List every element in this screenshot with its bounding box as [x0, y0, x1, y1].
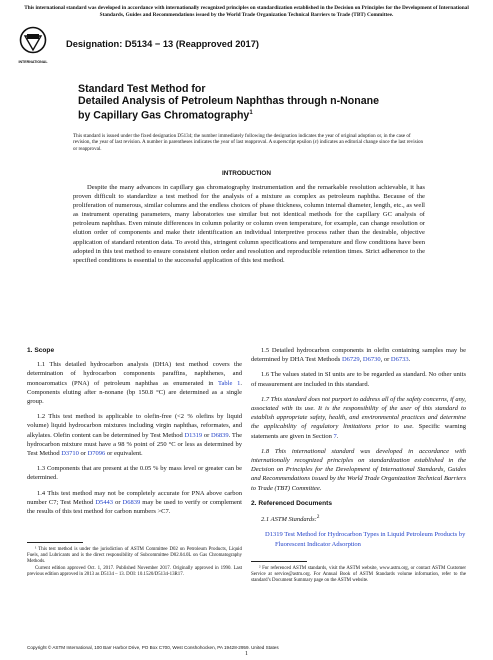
p1-5-or: , or	[380, 356, 391, 364]
introduction-heading: INTRODUCTION	[222, 170, 271, 177]
referenced-documents-heading: 2. Referenced Documents	[251, 499, 332, 507]
footnote-1	[27, 547, 242, 578]
footnote-2	[251, 566, 466, 585]
document-title	[78, 83, 379, 122]
paragraph-1-2	[27, 412, 242, 458]
logo-text: INTERNATIONAL	[18, 60, 48, 64]
p1-1-text-b: . Components eluting after n-nonane (bp 150.8 °C) are determined as a single group.	[27, 379, 243, 406]
footnote-2-text: ² For referenced ASTM standards, visit the ASTM website, www.astm.org, or contact ASTM Customer Service at service@astm.org. For Annual Book of ASTM Standards volume information, refer to the standard’s Document Summary page on the ASTM website.	[251, 566, 466, 584]
paragraph-1-7	[251, 395, 466, 441]
p2-1-text: 2.1 ASTM Standards:	[261, 516, 317, 524]
left-column	[27, 346, 242, 522]
p1-5-text-b: .	[408, 356, 411, 364]
p1-4-text-b: may be used to verify or complement the results of this test method for carbon numbers >C7.	[27, 498, 242, 516]
paragraph-1-5	[251, 346, 466, 364]
scope-heading: 1. Scope	[27, 347, 55, 354]
copyright-footer: Copyright © ASTM International, 100 Barr Harbor Drive, PO Box C700, West Conshohocken, PA 19428-2959. United States	[27, 645, 279, 650]
title-line-3-text: by Capillary Gas Chromatography	[78, 109, 250, 122]
d1319-link[interactable]: D1319	[184, 431, 203, 439]
p1-7-text-c: .	[336, 432, 339, 440]
d6729-link[interactable]: D6729	[341, 356, 360, 364]
p1-2-text-a: 1.2 This test method is applicable to olefin-free (<2 % olefins by liquid volume) liquid hydrocarbon mixtures including virgin naphthas, reformates, and alkylates. Olefin content can be determined by Test Method	[27, 413, 242, 439]
issued-note: This standard is issued under the fixed designation D5134; the number immediately following the designation indicates the year of original adoption or, in the case of revision, the year of last revision. A number in parentheses indicates the year of last reapproval. A superscript epsilon (ε) indicates an editorial change since the last revision or reapproval.	[73, 133, 424, 152]
p1-5-sep: ,	[359, 356, 363, 364]
d6733-link[interactable]: D6733	[390, 356, 409, 364]
d7096-link[interactable]: D7096	[87, 450, 106, 458]
p2-1-footnote-mark: 2	[316, 514, 320, 521]
d6730-link[interactable]: D6730	[362, 356, 381, 364]
p1-1-text-a: 1.1 This detailed hydrocarbon analysis (DHA) test method covers the determination of hydrocarbon components paraffins, naphthenes, and monoaromatics (PNA) of petroleum naphthas as enumerated in	[27, 361, 242, 387]
p1-7-italic: 1.7 This standard does not purport to address all of the safety concerns, if any, associated with its use. It is the responsibility of the user of this standard to establish appropriate safety, health, and environmental practices and determine the applicability of regulatory limitations prior to use.	[251, 395, 466, 431]
footnote-1-text: ¹ This test method is under the jurisdiction of ASTM Committee D02 on Petroleum Products, Liquid Fuels, and Lubricants and is the direct responsibility of Subcommittee D02.04.0L on Gas Chromatography Methods.	[27, 547, 242, 565]
ref-d1319-title[interactable]: Test Method for Hydrocarbon Types in Liquid Petroleum Products by Fluorescent Indicator Adsorption	[275, 531, 466, 548]
d3710-link[interactable]: D3710	[61, 450, 79, 458]
introduction-text: Despite the many advances in capillary gas chromatography instrumentation and the remarkable resolution achievable, it has proven difficult to standardize a test method for the analysis of a mixture as complex as petroleum naphtha. Because of the proliferation of numerous, similar columns and the endless choices of phase thickness, column internal diameter, length, etc., as well as instrument operating parameters, many laboratories use similar but not identical methods for the capillary GC analysis of petroleum naphthas. Even minute differences in column polarity or column oven temperature, for example, can change resolution or elution order of components and make their identification an individual interpretive process rather than the desirable, objective application of standard retention data. To avoid this, stringent column specifications and temperature and flow conditions have been adopted in this test method to ensure consistent elution order and resolution and reproducible retention times. Strict adherence to the specified conditions is essential to the successful application of this test method.	[73, 184, 425, 264]
p1-2-text-c: or equivalent.	[105, 450, 143, 458]
p1-4-text-a: 1.4 This test method may not be completely accurate for PNA above carbon number C7; Test Method	[27, 489, 242, 506]
d6839-link-2[interactable]: D6839	[122, 498, 141, 506]
paragraph-1-6: 1.6 The values stated in SI units are to be regarded as standard. No other units of measurement are included in this standard.	[251, 371, 466, 388]
d6839-link[interactable]: D6839	[210, 431, 229, 439]
page-number: 1	[245, 651, 248, 657]
p1-5-text-a: 1.5 Detailed hydrocarbon components in olefin containing samples may be determined by DHA Test Methods	[251, 347, 466, 364]
title-line-1: Standard Test Method for	[78, 83, 206, 95]
section-7-link[interactable]: 7	[333, 432, 337, 440]
astm-logo-icon	[17, 26, 49, 66]
right-column	[251, 346, 466, 553]
reference-d1319	[251, 530, 466, 548]
p1-7-text-b: Specific warning statements are given in Section	[251, 423, 466, 440]
title-line-3	[78, 107, 379, 122]
paragraph-1-8: 1.8 This international standard was developed in accordance with internationally recognized principles on standardization established in the Decision on Principles for the Development of International Standards, Guides and Recommendations issued by the World Trade Organization Technical Barriers to Trade (TBT) Committee.	[251, 447, 466, 492]
ref-d1319-link[interactable]: D1319	[265, 531, 283, 539]
p1-2-text-b: . The hydrocarbon mixture must have a 98 % point of 250 °C or less as determined by Test Method	[27, 431, 242, 458]
designation: Designation: D5134 − 13 (Reapproved 2017)	[66, 39, 259, 49]
footnote-divider	[27, 542, 83, 543]
footnote-1-edition: Current edition approved Oct. 1, 2017. Published November 2017. Originally approved in 1990. Last previous edition approved in 2013 as D5134 – 13. DOI: 10.1520/D5134-13R17.	[27, 565, 242, 577]
paragraph-1-4	[27, 489, 242, 517]
d5443-link[interactable]: D5443	[95, 498, 114, 506]
footnote-divider-right	[251, 561, 307, 562]
paragraph-1-3: 1.3 Components that are present at the 0.05 % by mass level or greater can be determined.	[27, 465, 242, 482]
p1-2-or-2: or	[78, 450, 88, 458]
tbt-notice: This international standard was developed in accordance with internationally recognized principles on standardization established in the Decision on Principles for the Development of International Standards, Guides and Recommendations issued by the World Trade Organization Technical Barriers to Trade (TBT) Committee.	[24, 5, 469, 18]
title-line-2: Detailed Analysis of Petroleum Naphthas through n-Nonane	[78, 95, 379, 107]
title-footnote-mark: 1	[249, 110, 253, 116]
p1-4-or: or	[113, 498, 123, 506]
paragraph-2-1	[251, 513, 466, 524]
paragraph-1-1	[27, 360, 242, 406]
p1-2-or-1: or	[202, 431, 211, 439]
table-1-link[interactable]: Table 1	[218, 379, 241, 387]
